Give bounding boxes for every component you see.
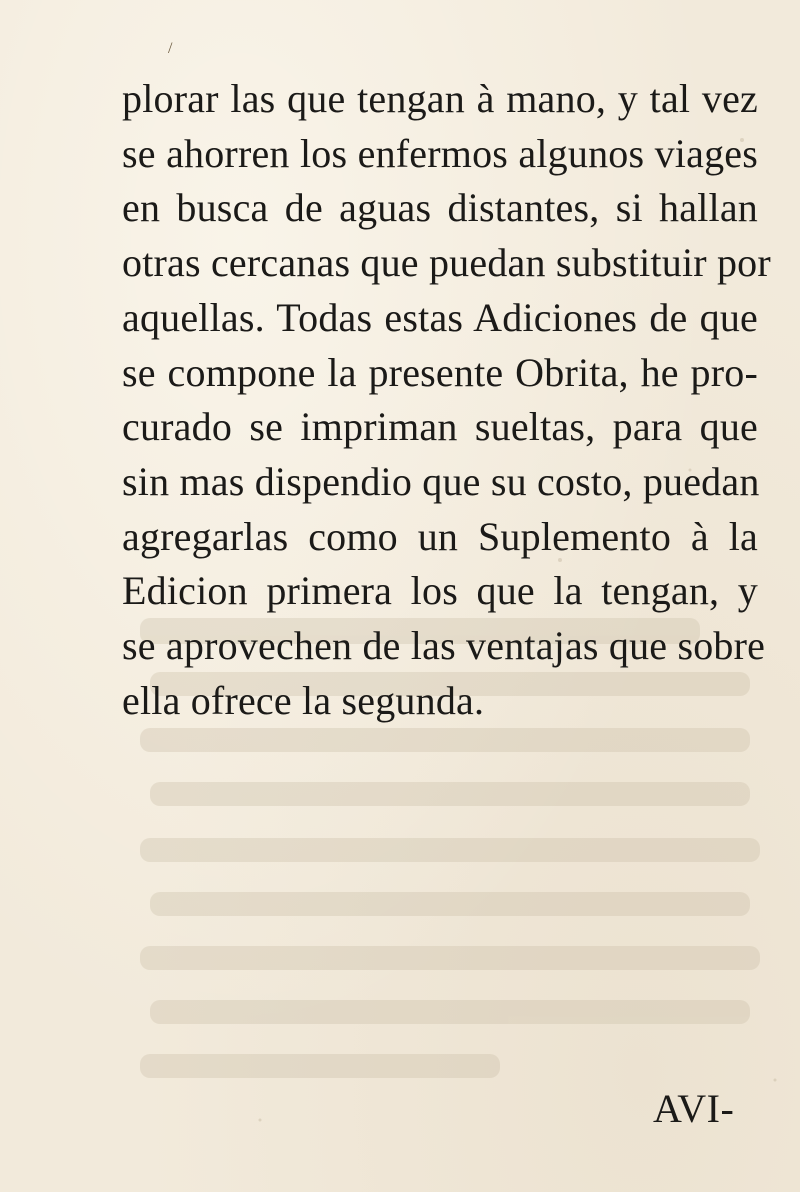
text-line: curado se impriman sueltas, para que (122, 404, 758, 450)
ink-speck: / (168, 40, 173, 57)
text-line: Edicion primera los que la tengan, y (122, 568, 758, 614)
text-line: en busca de aguas distantes, si hallan (122, 185, 758, 231)
text-line: sin mas dispendio que su costo, puedan (122, 458, 760, 504)
text-line: plorar las que tengan à mano, y tal vez (122, 76, 758, 121)
text-line: se ahorren los enfermos algunos viages (122, 130, 758, 176)
text-line: otras cercanas que puedan substituir por (122, 240, 771, 286)
text-line: se compone la presente Obrita, he pro- (122, 349, 758, 395)
text-line: aquellas. Todas estas Adiciones de que (122, 294, 758, 340)
catchword: AVI- (653, 1086, 735, 1131)
text-line: agregarlas como un Suplemento à la (122, 513, 758, 559)
body-paragraph (122, 72, 771, 728)
text-line: se aprovechen de las ventajas que sobre (122, 623, 766, 669)
text-line: ella ofrece la segunda. (122, 677, 485, 723)
